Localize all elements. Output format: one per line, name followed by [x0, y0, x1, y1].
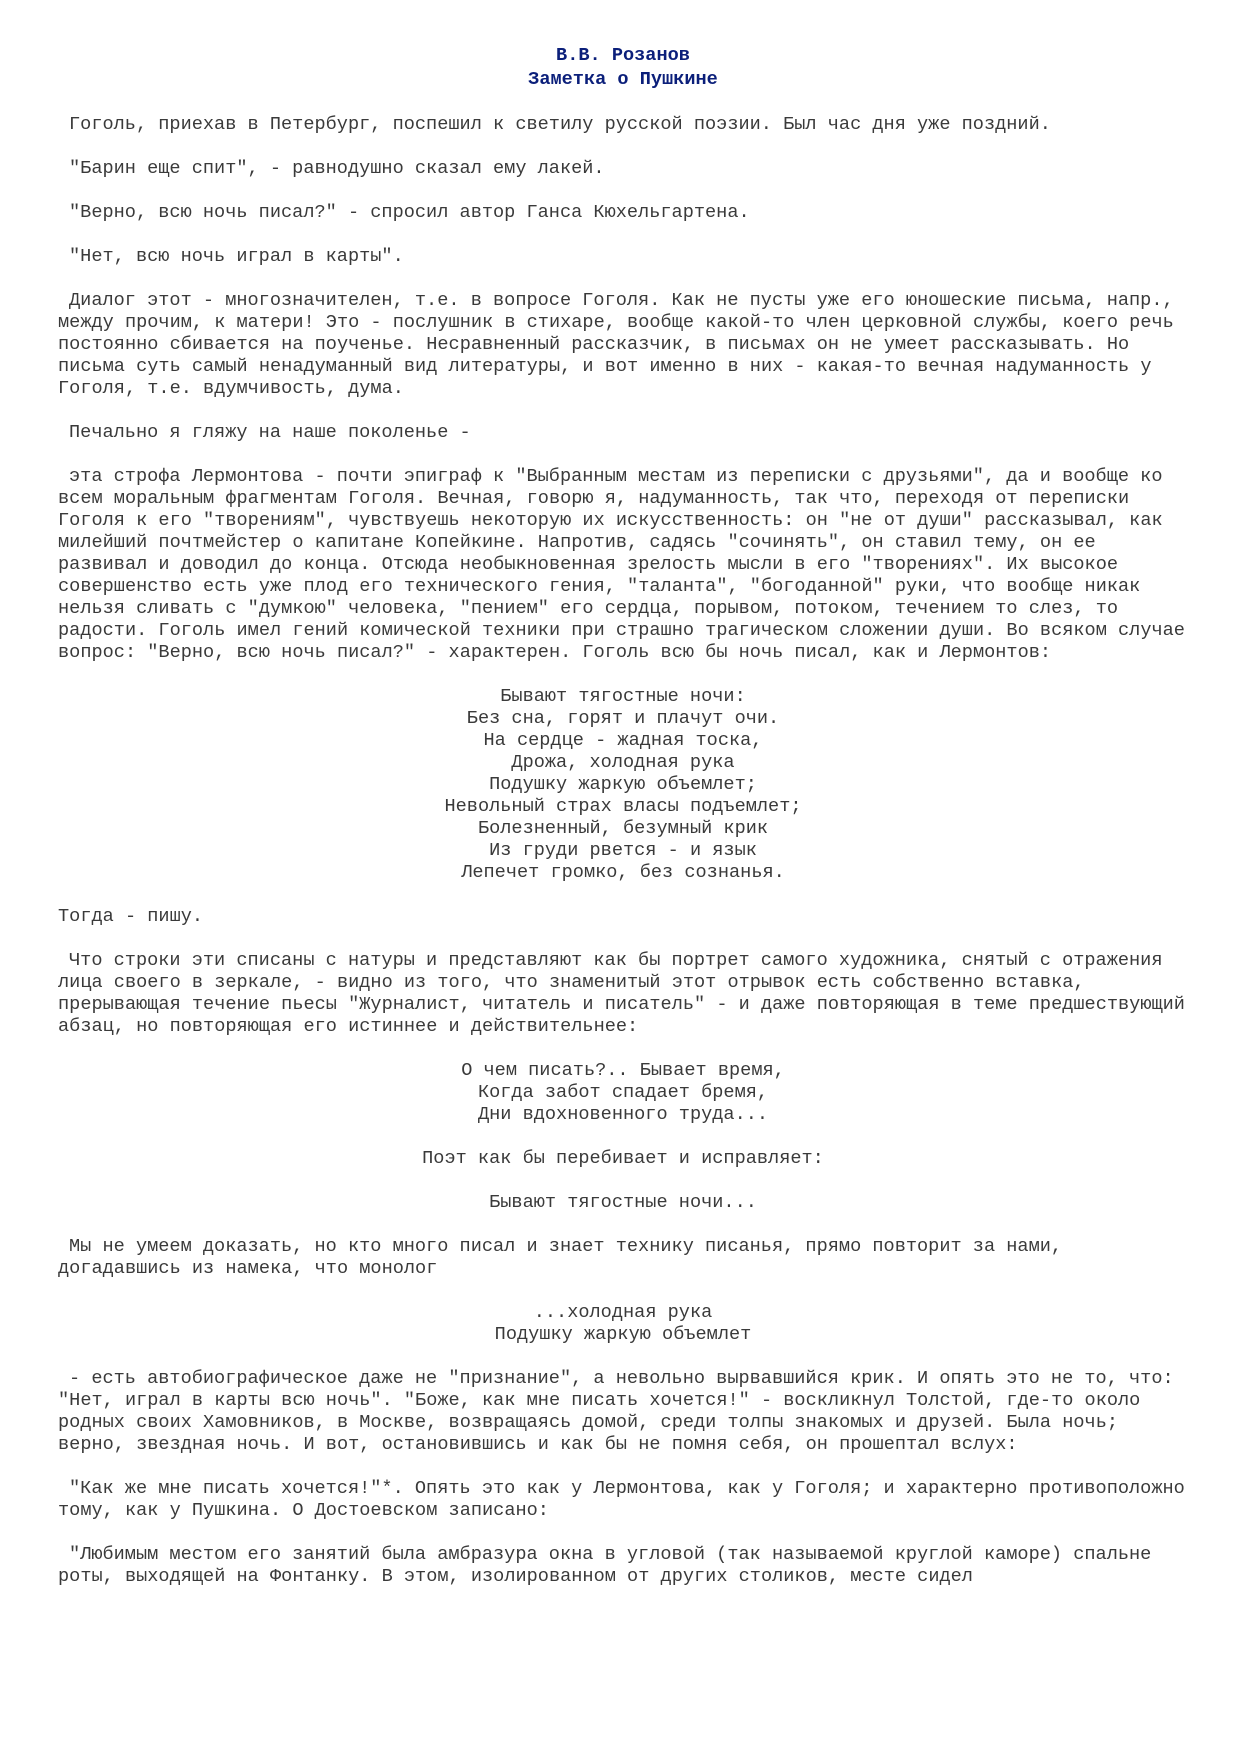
verse-line: ...холодная рука — [533, 1302, 713, 1323]
verse-line: Подушку жаркую объемлет; — [489, 774, 757, 795]
paragraph-9: Что строки эти списаны с натуры и представляют как бы портрет самого художника, снятый с отражения лица своего в зеркале, - видно из того, что знаменитый этот отрывок есть собственно вставка, прерывающая течение пьесы "Журналист, читатель и писатель" - и даже повторяющая в теме предшествующий абзац, но повторяющая его истиннее и действительнее: — [58, 950, 1197, 1037]
paragraph-7: эта строфа Лермонтова - почти эпиграф к "Выбранным местам из переписки с друзьями", да и вообще ко всем моральным фрагментам Гоголя. Вечная, говорю я, надуманность, так что, переходя от переписки Гоголя к его "творениям", чувствуешь некоторую их искусственность: он "не от души" рассказывал, как милейший почтмейстер о капитане Копейкине. Напротив, садясь "сочинять", он ставил тему, он ее развивал и доводил до конца. Отсюда необыкновенная зрелость мысли в его "творениях". Их высокое совершенство есть уже плод его технического гения, "таланта", "богоданной" руки, что вообще никак нельзя сливать с "думкою" человека, "пением" его сердца, порывом, потоком, течением то слез, то радости. Гоголь имел гений комической техники при страшно трагическом сложении души. Во всяком случае вопрос: "Верно, всю ночь писал?" - характерен. Гоголь всю бы ночь писал, как и Лермонтов: — [58, 466, 1197, 663]
author-name: В.В. Розанов — [556, 45, 690, 66]
paragraph-1: Гоголь, приехав в Петербург, поспешил к светилу русской поэзии. Был час дня уже поздний. — [69, 114, 1051, 135]
verse-line: Когда забот спадает бремя, — [477, 1082, 769, 1103]
verse-block-2 — [58, 1060, 1188, 1126]
verse-line: Подушку жаркую объемлет — [494, 1324, 752, 1345]
paragraph-3: "Верно, всю ночь писал?" - спросил автор Ганса Кюхельгартена. — [69, 202, 750, 223]
paragraph-6: Печально я гляжу на наше поколенье - — [69, 422, 471, 443]
paragraph-5: Диалог этот - многозначителен, т.е. в вопросе Гоголя. Как не пусты уже его юношеские письма, напр., между прочим, к матери! Это - послушник в стихаре, вообще какой-то член церковной службы, коего речь постоянно сбивается на поученье. Несравненный рассказчик, в письмах он не умеет рассказывать. Но письма суть самый ненадуманный вид литературы, и вот именно в них - какая-то вечная надуманность у Гоголя, т.е. вдумчивость, дума. — [58, 290, 1185, 399]
paragraph-13: - есть автобиографическое даже не "признание", а невольно вырвавшийся крик. И опять это не то, что: "Нет, играл в карты всю ночь". "Боже, как мне писать хочется!" - воскликнул Толстой, где-то около родных своих Хамовников, в Москве, возвращаясь домой, среди толпы знакомых и друзей. Была ночь; верно, звездная ночь. И вот, остановившись и как бы не помня себя, он прошептал вслух: — [58, 1368, 1185, 1455]
verse-line: На сердце - жадная тоска, — [483, 730, 763, 751]
verse-block-1 — [58, 686, 1188, 884]
verse-line: Бывают тягостные ночи: — [500, 686, 746, 707]
verse-line: Из груди рвется - и язык — [489, 840, 757, 861]
document-page — [58, 44, 1197, 1610]
paragraph-4: "Нет, всю ночь играл в карты". — [69, 246, 404, 267]
verse-line: О чем писать?.. Бывает время, — [461, 1060, 785, 1081]
verse-block-3 — [58, 1302, 1188, 1346]
paragraph-14: "Как же мне писать хочется!"*. Опять это как у Лермонтова, как у Гоголя; и характерно противоположно тому, как у Пушкина. О Достоевском записано: — [58, 1478, 1196, 1521]
paragraph-10: Поэт как бы перебивает и исправляет: — [422, 1148, 824, 1169]
verse-line: Дни вдохновенного труда... — [477, 1104, 769, 1125]
paragraph-2: "Барин еще спит", - равнодушно сказал ему лакей. — [69, 158, 605, 179]
verse-line: Невольный страх власы подъемлет; — [444, 796, 802, 817]
paragraph-15: "Любимым местом его занятий была амбразура окна в угловой (так называемой круглой каморе) спальне роты, выходящей на Фонтанку. В этом, изолированном от других столиков, месте сидел — [58, 1544, 1163, 1587]
paragraph-8: Тогда - пишу. — [58, 906, 204, 927]
document-header — [58, 44, 1188, 92]
verse-line: Лепечет громко, без сознанья. — [461, 862, 785, 883]
verse-line: Болезненный, безумный крик — [477, 818, 769, 839]
verse-line: Дрожа, холодная рука — [511, 752, 735, 773]
verse-line: Без сна, горят и плачут очи. — [466, 708, 780, 729]
paragraph-12: Мы не умеем доказать, но кто много писал и знает технику писанья, прямо повторит за нами, догадавшись из намека, что монолог — [58, 1236, 1074, 1279]
paragraph-11: Бывают тягостные ночи... — [489, 1192, 757, 1213]
document-title: Заметка о Пушкине — [528, 69, 718, 90]
